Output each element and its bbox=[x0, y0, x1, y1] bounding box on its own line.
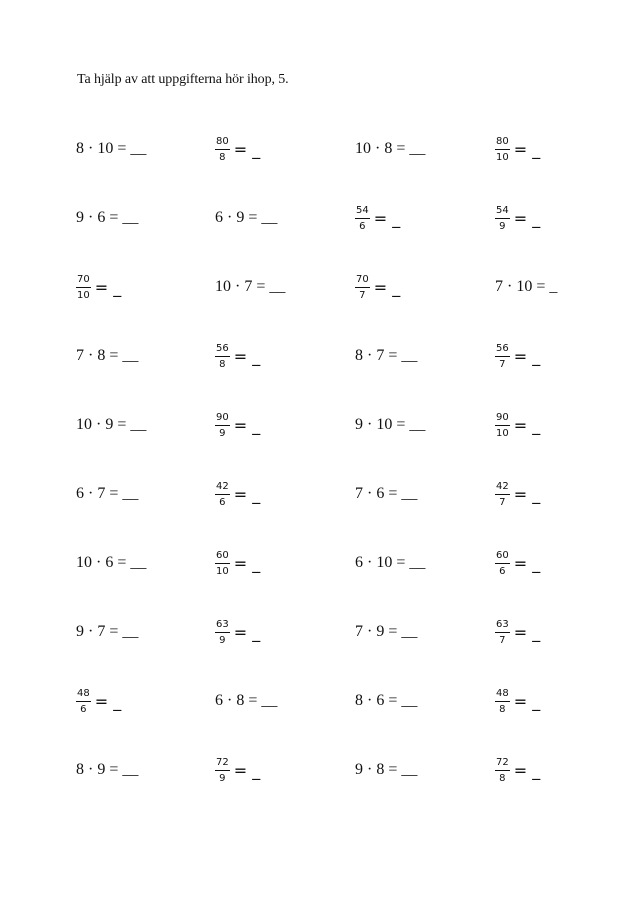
fraction bbox=[495, 756, 510, 785]
multiplication-problem bbox=[355, 474, 417, 514]
division-problem bbox=[495, 198, 540, 238]
answer-blank: = _ bbox=[513, 346, 541, 366]
fraction bbox=[76, 687, 91, 716]
exercise-row bbox=[0, 543, 638, 583]
fraction bbox=[215, 618, 230, 647]
fraction-numerator: 48 bbox=[76, 687, 91, 702]
problem-text: 8 · 9 = __ bbox=[76, 761, 139, 778]
problem-text: 8 · 7 = __ bbox=[355, 347, 418, 364]
fraction-numerator: 60 bbox=[215, 549, 230, 564]
fraction-denominator: 8 bbox=[219, 358, 226, 370]
fraction-denominator: 6 bbox=[359, 220, 366, 232]
division-problem bbox=[495, 474, 540, 514]
answer-blank: = _ bbox=[233, 484, 261, 504]
fraction-numerator: 42 bbox=[495, 480, 510, 495]
answer-blank: = _ bbox=[233, 553, 261, 573]
fraction-denominator: 7 bbox=[359, 289, 366, 301]
fraction bbox=[495, 135, 510, 164]
fraction bbox=[495, 687, 510, 716]
problem-text: 9 · 6 = __ bbox=[76, 209, 139, 226]
fraction bbox=[215, 549, 230, 578]
fraction bbox=[215, 342, 230, 371]
exercise-row bbox=[0, 681, 638, 721]
exercise-row bbox=[0, 612, 638, 652]
fraction-denominator: 9 bbox=[219, 634, 226, 646]
fraction-denominator: 6 bbox=[80, 703, 87, 715]
fraction-denominator: 10 bbox=[496, 151, 509, 163]
multiplication-problem bbox=[355, 750, 417, 790]
fraction-denominator: 7 bbox=[499, 358, 506, 370]
answer-blank: = _ bbox=[513, 208, 541, 228]
division-problem bbox=[495, 750, 540, 790]
problem-text: 9 · 7 = __ bbox=[76, 623, 139, 640]
fraction-denominator: 9 bbox=[219, 427, 226, 439]
multiplication-problem bbox=[355, 612, 417, 652]
fraction-numerator: 54 bbox=[355, 204, 370, 219]
fraction-denominator: 10 bbox=[216, 565, 229, 577]
multiplication-problem bbox=[76, 750, 138, 790]
multiplication-problem bbox=[76, 405, 146, 445]
division-problem bbox=[215, 129, 260, 169]
exercise-row bbox=[0, 267, 638, 307]
fraction-numerator: 63 bbox=[495, 618, 510, 633]
fraction-numerator: 80 bbox=[495, 135, 510, 150]
multiplication-problem bbox=[355, 405, 425, 445]
multiplication-problem bbox=[495, 267, 557, 307]
multiplication-problem bbox=[215, 198, 277, 238]
fraction-numerator: 56 bbox=[495, 342, 510, 357]
multiplication-problem bbox=[355, 681, 417, 721]
fraction bbox=[215, 411, 230, 440]
fraction bbox=[495, 342, 510, 371]
fraction-denominator: 8 bbox=[499, 772, 506, 784]
division-problem bbox=[215, 612, 260, 652]
fraction-numerator: 90 bbox=[495, 411, 510, 426]
fraction bbox=[76, 273, 91, 302]
fraction-denominator: 8 bbox=[219, 151, 226, 163]
division-problem bbox=[495, 681, 540, 721]
problem-text: 7 · 8 = __ bbox=[76, 347, 139, 364]
multiplication-problem bbox=[76, 612, 138, 652]
fraction bbox=[215, 135, 230, 164]
problem-text: 10 · 8 = __ bbox=[355, 140, 426, 157]
exercise-row bbox=[0, 129, 638, 169]
problem-text: 10 · 6 = __ bbox=[76, 554, 147, 571]
fraction-numerator: 90 bbox=[215, 411, 230, 426]
division-problem bbox=[495, 405, 540, 445]
exercise-row bbox=[0, 405, 638, 445]
division-problem bbox=[215, 543, 260, 583]
answer-blank: = _ bbox=[513, 691, 541, 711]
exercise-row bbox=[0, 336, 638, 376]
answer-blank: = _ bbox=[233, 139, 261, 159]
problem-text: 8 · 10 = __ bbox=[76, 140, 147, 157]
fraction-denominator: 9 bbox=[219, 772, 226, 784]
fraction-numerator: 80 bbox=[215, 135, 230, 150]
fraction bbox=[495, 549, 510, 578]
fraction-denominator: 9 bbox=[499, 220, 506, 232]
answer-blank: = _ bbox=[513, 484, 541, 504]
fraction bbox=[215, 756, 230, 785]
problem-text: 10 · 7 = __ bbox=[215, 278, 286, 295]
answer-blank: = _ bbox=[373, 277, 401, 297]
problem-text: 8 · 6 = __ bbox=[355, 692, 418, 709]
fraction bbox=[355, 273, 370, 302]
fraction-denominator: 10 bbox=[77, 289, 90, 301]
fraction bbox=[215, 480, 230, 509]
division-problem bbox=[76, 681, 121, 721]
multiplication-problem bbox=[215, 267, 285, 307]
problem-text: 6 · 9 = __ bbox=[215, 209, 278, 226]
division-problem bbox=[76, 267, 121, 307]
answer-blank: = _ bbox=[513, 139, 541, 159]
answer-blank: = _ bbox=[373, 208, 401, 228]
fraction bbox=[495, 480, 510, 509]
answer-blank: = _ bbox=[94, 691, 122, 711]
fraction-numerator: 70 bbox=[76, 273, 91, 288]
problem-text: 6 · 8 = __ bbox=[215, 692, 278, 709]
problem-text: 9 · 10 = __ bbox=[355, 416, 426, 433]
fraction bbox=[495, 411, 510, 440]
fraction-numerator: 70 bbox=[355, 273, 370, 288]
fraction-numerator: 42 bbox=[215, 480, 230, 495]
multiplication-problem bbox=[76, 129, 146, 169]
fraction-denominator: 7 bbox=[499, 634, 506, 646]
multiplication-problem bbox=[76, 198, 138, 238]
fraction bbox=[355, 204, 370, 233]
answer-blank: = _ bbox=[94, 277, 122, 297]
division-problem bbox=[215, 750, 260, 790]
division-problem bbox=[495, 543, 540, 583]
division-problem bbox=[215, 474, 260, 514]
fraction-denominator: 6 bbox=[219, 496, 226, 508]
problem-text: 7 · 9 = __ bbox=[355, 623, 418, 640]
multiplication-problem bbox=[355, 129, 425, 169]
answer-blank: = _ bbox=[513, 760, 541, 780]
problem-text: 7 · 6 = __ bbox=[355, 485, 418, 502]
fraction-denominator: 8 bbox=[499, 703, 506, 715]
fraction-numerator: 72 bbox=[215, 756, 230, 771]
division-problem bbox=[355, 198, 400, 238]
fraction-denominator: 6 bbox=[499, 565, 506, 577]
division-problem bbox=[215, 336, 260, 376]
multiplication-problem bbox=[76, 336, 138, 376]
fraction-numerator: 48 bbox=[495, 687, 510, 702]
answer-blank: = _ bbox=[513, 622, 541, 642]
division-problem bbox=[495, 612, 540, 652]
exercise-row bbox=[0, 750, 638, 790]
division-problem bbox=[215, 405, 260, 445]
division-problem bbox=[495, 336, 540, 376]
problem-text: 6 · 10 = __ bbox=[355, 554, 426, 571]
answer-blank: = _ bbox=[233, 760, 261, 780]
problem-text: 7 · 10 = _ bbox=[495, 278, 558, 295]
answer-blank: = _ bbox=[233, 415, 261, 435]
worksheet-title: Ta hjälp av att uppgifterna hör ihop, 5. bbox=[77, 72, 289, 87]
multiplication-problem bbox=[355, 543, 425, 583]
multiplication-problem bbox=[76, 543, 146, 583]
fraction-denominator: 7 bbox=[499, 496, 506, 508]
fraction-numerator: 56 bbox=[215, 342, 230, 357]
fraction bbox=[495, 204, 510, 233]
fraction-numerator: 54 bbox=[495, 204, 510, 219]
fraction-denominator: 10 bbox=[496, 427, 509, 439]
fraction bbox=[495, 618, 510, 647]
fraction-numerator: 63 bbox=[215, 618, 230, 633]
answer-blank: = _ bbox=[233, 346, 261, 366]
division-problem bbox=[355, 267, 400, 307]
fraction-numerator: 72 bbox=[495, 756, 510, 771]
division-problem bbox=[495, 129, 540, 169]
answer-blank: = _ bbox=[233, 622, 261, 642]
answer-blank: = _ bbox=[513, 553, 541, 573]
exercise-row bbox=[0, 474, 638, 514]
multiplication-problem bbox=[215, 681, 277, 721]
exercise-row bbox=[0, 198, 638, 238]
multiplication-problem bbox=[355, 336, 417, 376]
fraction-numerator: 60 bbox=[495, 549, 510, 564]
multiplication-problem bbox=[76, 474, 138, 514]
problem-text: 9 · 8 = __ bbox=[355, 761, 418, 778]
answer-blank: = _ bbox=[513, 415, 541, 435]
problem-text: 6 · 7 = __ bbox=[76, 485, 139, 502]
problem-text: 10 · 9 = __ bbox=[76, 416, 147, 433]
